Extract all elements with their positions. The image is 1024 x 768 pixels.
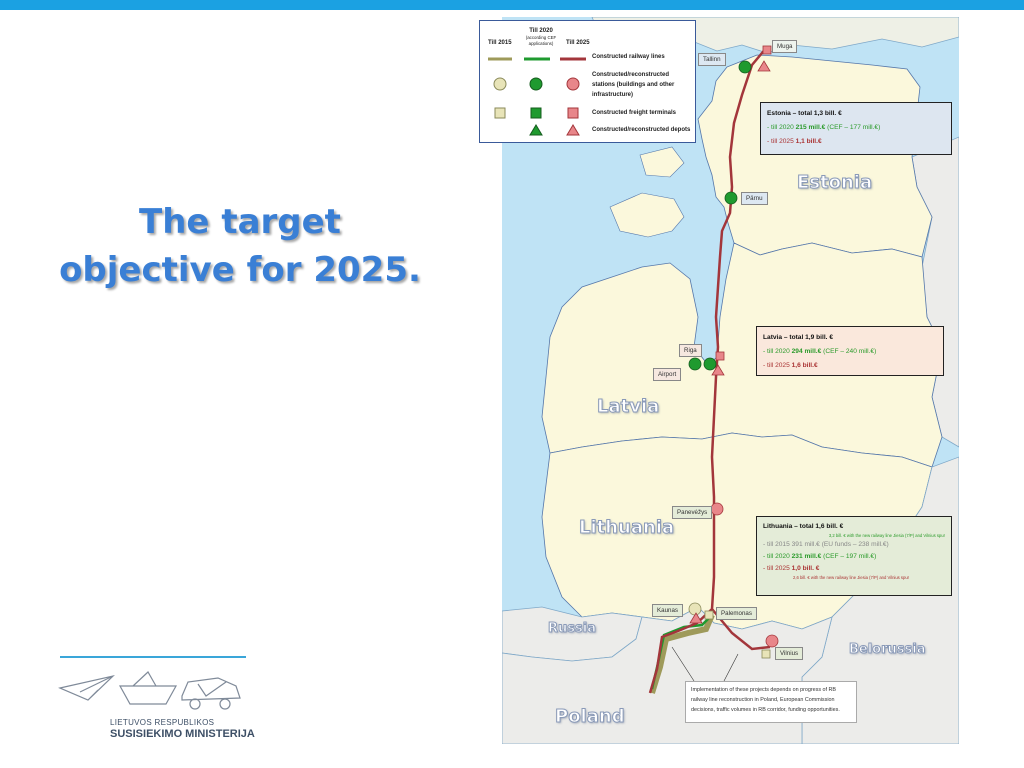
estonia-info-box — [760, 102, 952, 155]
slide-title-line1: The target — [139, 202, 341, 242]
lithuania-total-note: 3,2 bill. € with the new railway line Jiesia (7/P) and Vilnius spur — [828, 533, 945, 538]
divider-line — [60, 656, 246, 658]
riga-terminal-2025 — [716, 352, 724, 360]
legend-terminal-2015-icon — [495, 108, 505, 118]
city-label-panevezys: Panevėžys — [672, 506, 712, 519]
lithuania-2015-eu: (EU funds – 238 mill.€) — [821, 541, 889, 548]
riga-station-2020 — [704, 358, 716, 370]
legend-col-2025: Till 2025 — [566, 40, 590, 46]
latvia-2020-label: - till 2020 — [763, 348, 790, 355]
lithuania-2025-label: - till 2025 — [763, 565, 790, 572]
legend-col-2020-note1: (according CEF — [525, 35, 557, 40]
legend-col-2015: Till 2015 — [488, 40, 512, 46]
paper-boat-icon — [120, 672, 176, 704]
paper-plane-icon — [60, 676, 113, 700]
estonia-2020-cef: (CEF – 177 mill.€) — [827, 124, 881, 131]
paper-car-icon — [182, 678, 240, 709]
legend-terminal-2020-icon — [531, 108, 541, 118]
city-label-muuga: Muga — [772, 40, 797, 53]
muuga-terminal-2025 — [763, 46, 771, 54]
estonia-2025-label: - till 2025 — [767, 138, 794, 145]
note-line1: Implementation of these projects depends on progress of RB — [691, 687, 837, 693]
ministry-name-line1: LIETUVOS RESPUBLIKOS — [110, 718, 215, 727]
note-line2: railway line reconstruction in Poland, European Commission — [691, 697, 835, 703]
legend-station-2025-icon — [567, 78, 579, 90]
lithuania-2020-cef: (CEF – 197 mill.€) — [823, 553, 877, 560]
country-label-poland: Poland — [555, 706, 625, 727]
estonia-land — [698, 55, 932, 257]
estonia-2020-value: 215 mill.€ — [795, 124, 826, 131]
lithuania-2015-label: - till 2015 — [763, 541, 790, 548]
legend-depot-2020-icon — [530, 125, 542, 135]
country-label-estonia: Estonia — [797, 172, 873, 193]
top-accent-bar — [0, 0, 1024, 10]
implementation-note — [685, 681, 857, 723]
slide-title-line2: objective for 2025. — [59, 250, 421, 290]
city-label-kaunas: Kaunas — [652, 604, 683, 617]
legend-station-2020-icon — [530, 78, 542, 90]
country-label-lithuania: Lithuania — [579, 517, 675, 538]
map-legend — [479, 20, 696, 143]
latvia-info-box — [756, 326, 944, 376]
latvia-total: Latvia – total 1,9 bill. € — [763, 334, 833, 341]
kaunas-station-2015 — [689, 603, 701, 615]
estonia-2020-label: - till 2020 — [767, 124, 794, 131]
vilnius-station-2025 — [766, 635, 778, 647]
city-label-vilnius: Vilnius — [775, 647, 803, 660]
legend-row-terminals: Constructed freight terminals — [592, 110, 677, 116]
legend-row-depots: Constructed/reconstructed depots — [592, 127, 691, 133]
country-label-latvia: Latvia — [597, 396, 660, 417]
legend-row-stations-3: infrastructure) — [592, 92, 634, 98]
lithuania-total: Lithuania – total 1,6 bill. € — [763, 523, 844, 530]
legend-terminal-2025-icon — [568, 108, 578, 118]
latvia-2025-label: - till 2025 — [763, 362, 790, 369]
note-line3: decisions, traffic volumes in RB corridor, funding opportunities. — [691, 707, 840, 713]
legend-depot-2025-icon — [567, 125, 579, 135]
lithuania-2020-value: 231 mill.€ — [791, 553, 822, 560]
latvia-2020-value: 294 mill.€ — [791, 348, 822, 355]
lithuania-info-box — [756, 516, 952, 596]
tallinn-station-2020 — [739, 61, 751, 73]
legend-row-stations-1: Constructed/reconstructed — [592, 72, 670, 78]
palemonas-terminal-2015 — [705, 611, 713, 619]
legend-row-stations-2: stations (buildings and other — [592, 82, 675, 88]
city-label-tallinn: Tallinn — [698, 53, 726, 66]
city-label-airport: Airport — [653, 368, 681, 381]
lithuania-2015-value: 391 mill.€ — [791, 541, 820, 548]
legend-col-2020-note2: applications) — [528, 41, 554, 46]
ministry-name-line2: SUSISIEKIMO MINISTERIJA — [110, 728, 255, 740]
lithuania-2020-label: - till 2020 — [763, 553, 790, 560]
country-label-russia: Russia — [548, 621, 596, 636]
estonia-2025-value: 1,1 bill.€ — [795, 138, 822, 145]
estonia-total: Estonia – total 1,3 bill. € — [767, 110, 842, 117]
riga-airport-station-2020 — [689, 358, 701, 370]
latvia-2020-cef: (CEF – 240 mill.€) — [823, 348, 877, 355]
vilnius-terminal-2015 — [762, 650, 770, 658]
lithuania-2025-value: 1,0 bill. € — [791, 565, 820, 572]
legend-station-2015-icon — [494, 78, 506, 90]
city-label-riga: Riga — [679, 344, 702, 357]
lithuania-2025-note: 2,6 bill. € with the new railway line Jiesia (7/P) and Vilnius spur — [793, 575, 910, 580]
city-label-parnu: Pärnu — [741, 192, 768, 205]
panevezys-station-2025 — [711, 503, 723, 515]
latvia-2025-value: 1,6 bill.€ — [791, 362, 818, 369]
ministry-logo — [58, 668, 248, 718]
parnu-station-2020 — [725, 192, 737, 204]
legend-row-lines: Constructed railway lines — [592, 54, 665, 60]
legend-col-2020: Till 2020 — [529, 28, 553, 34]
city-label-palemonas: Palemonas — [716, 607, 757, 620]
country-label-belorussia: Belorussia — [849, 642, 926, 657]
slide-title — [30, 198, 450, 294]
